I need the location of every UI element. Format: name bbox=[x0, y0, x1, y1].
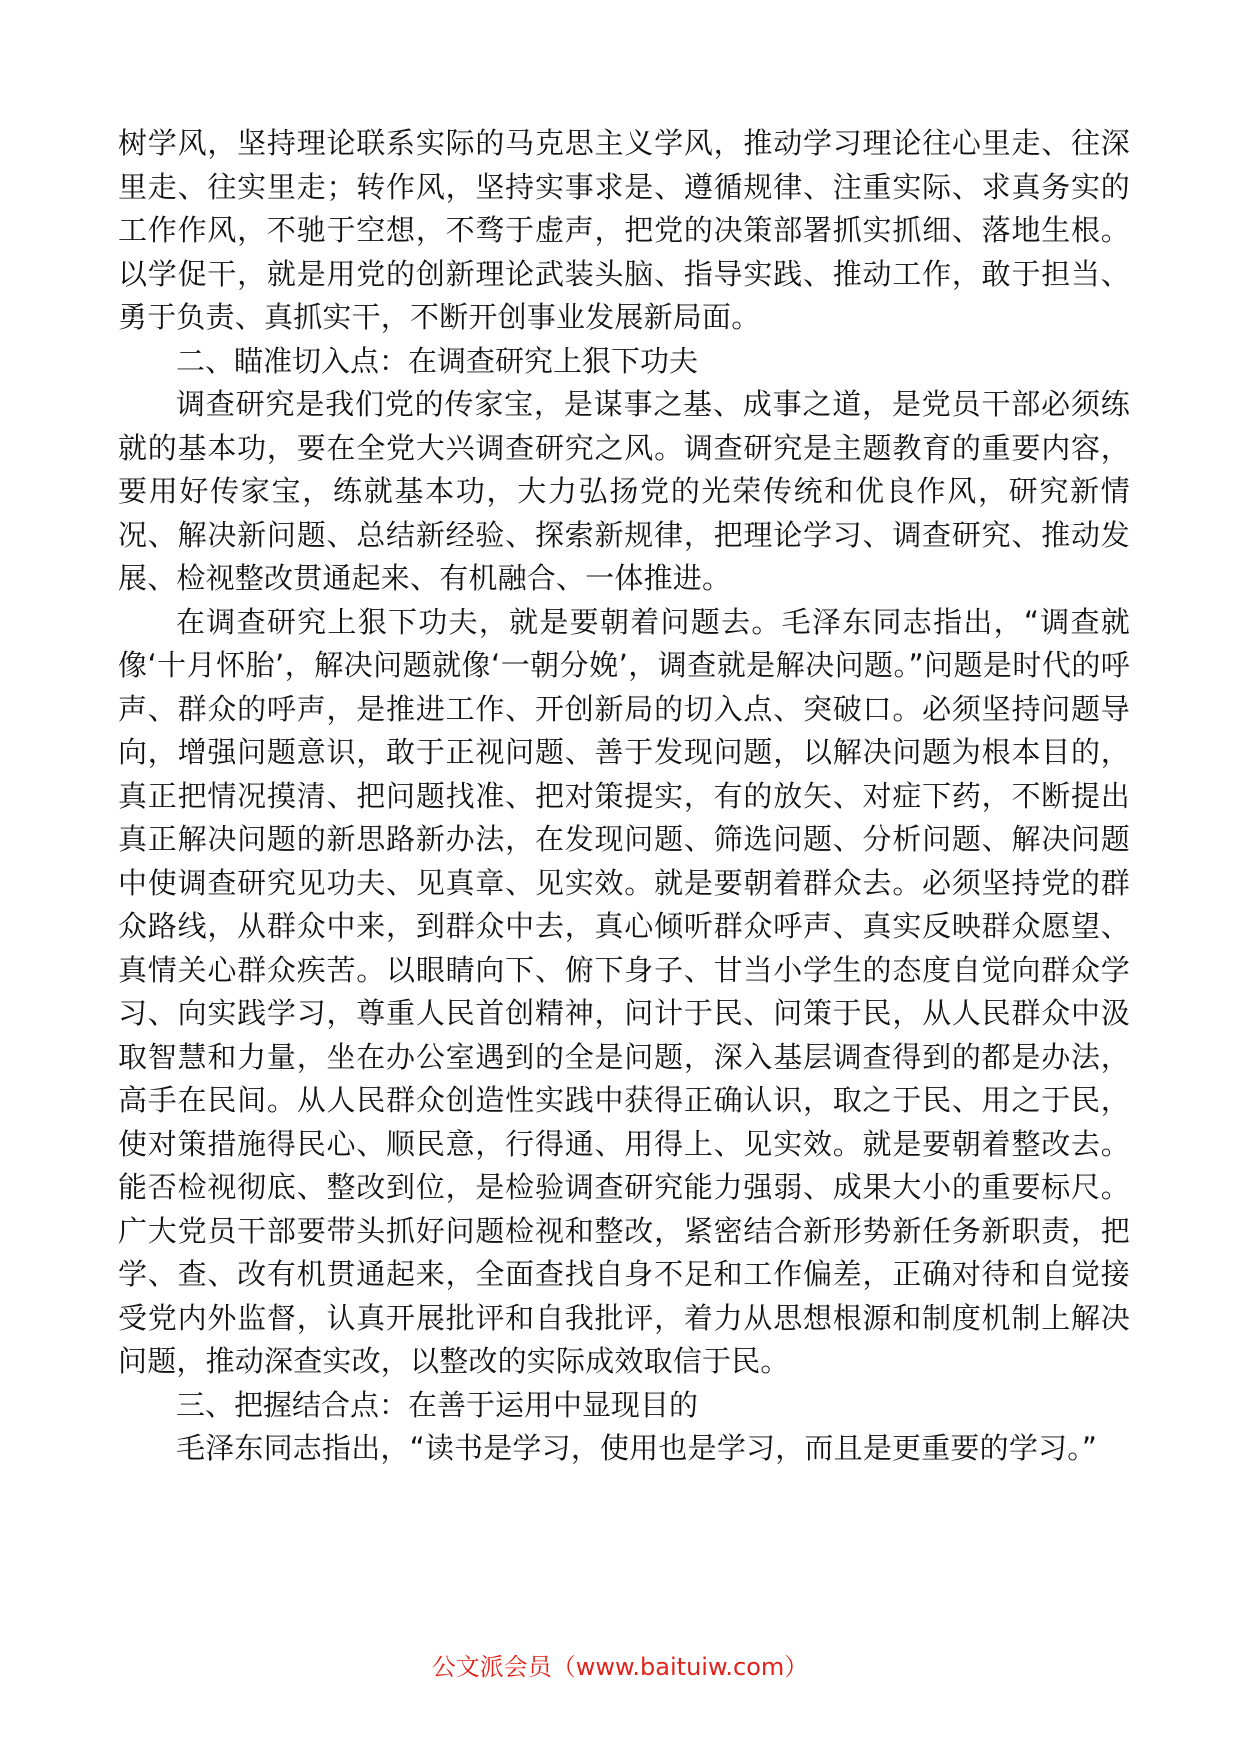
document-body bbox=[118, 122, 1130, 1471]
section-heading-2: 二、瞄准切入点：在调查研究上狠下功夫 bbox=[176, 343, 699, 378]
paragraph-quote: 毛泽东同志指出，“读书是学习，使用也是学习，而且是更重要的学习。” bbox=[176, 1431, 1098, 1465]
paragraph-continuation: 树学风，坚持理论联系实际的马克思主义学风，推动学习理论往心里走、往深里走、往实里走；转作风，坚持实事求是、遵循规律、注重实际、求真务实的工作作风，不驰于空想，不骛于虚声，把党的决策部署抓实抓细、落地生根。以学促干，就是用党的创新理论武装头脑、指导实践、推动工作，敢于担当、勇于负责、真抓实干，不断开创事业发展新局面。 bbox=[118, 126, 1130, 334]
paragraph-research-detail: 在调查研究上狠下功夫，就是要朝着问题去。毛泽东同志指出，“调查就像‘十月怀胎’，解决问题就像‘一朝分娩’，调查就是解决问题。”问题是时代的呼声、群众的呼声，是推进工作、开创新局的切入点、突破口。必须坚持问题导向，增强问题意识，敢于正视问题、善于发现问题，以解决问题为根本目的，真正把情况摸清、把问题找准、把对策提实，有的放矢、对症下药，不断提出真正解决问题的新思路新办法，在发现问题、筛选问题、分析问题、解决问题中使调查研究见功夫、见真章、见实效。就是要朝着群众去。必须坚持党的群众路线，从群众中来，到群众中去，真心倾听群众呼声、真实反映群众愿望、真情关心群众疾苦。以眼睛向下、俯下身子、甘当小学生的态度自觉向群众学习、向实践学习，尊重人民首创精神，问计于民、问策于民，从人民群众中汲取智慧和力量，坐在办公室遇到的全是问题，深入基层调查得到的都是办法，高手在民间。从人民群众创造性实践中获得正确认识，取之于民、用之于民，使对策措施得民心、顺民意，行得通、用得上、见实效。就是要朝着整改去。能否检视彻底、整改到位，是检验调查研究能力强弱、成果大小的重要标尺。广大党员干部要带头抓好问题检视和整改，紧密结合新形势新任务新职责，把学、查、改有机贯通起来，全面查找自身不足和工作偏差，正确对待和自觉接受党内外监督，认真开展批评和自我批评，着力从思想根源和制度机制上解决问题，推动深查实改，以整改的实际成效取信于民。 bbox=[118, 604, 1130, 1378]
section-heading-3: 三、把握结合点：在善于运用中显现目的 bbox=[176, 1387, 699, 1422]
footer-watermark: 公文派会员（www.baituiw.com） bbox=[431, 1653, 809, 1681]
paragraph-research-intro: 调查研究是我们党的传家宝，是谋事之基、成事之道，是党员干部必须练就的基本功，要在全党大兴调查研究之风。调查研究是主题教育的重要内容，要用好传家宝，练就基本功，大力弘扬党的光荣传统和优良作风，研究新情况、解决新问题、总结新经验、探索新规律，把理论学习、调查研究、推动发展、检视整改贯通起来、有机融合、一体推进。 bbox=[118, 387, 1130, 595]
